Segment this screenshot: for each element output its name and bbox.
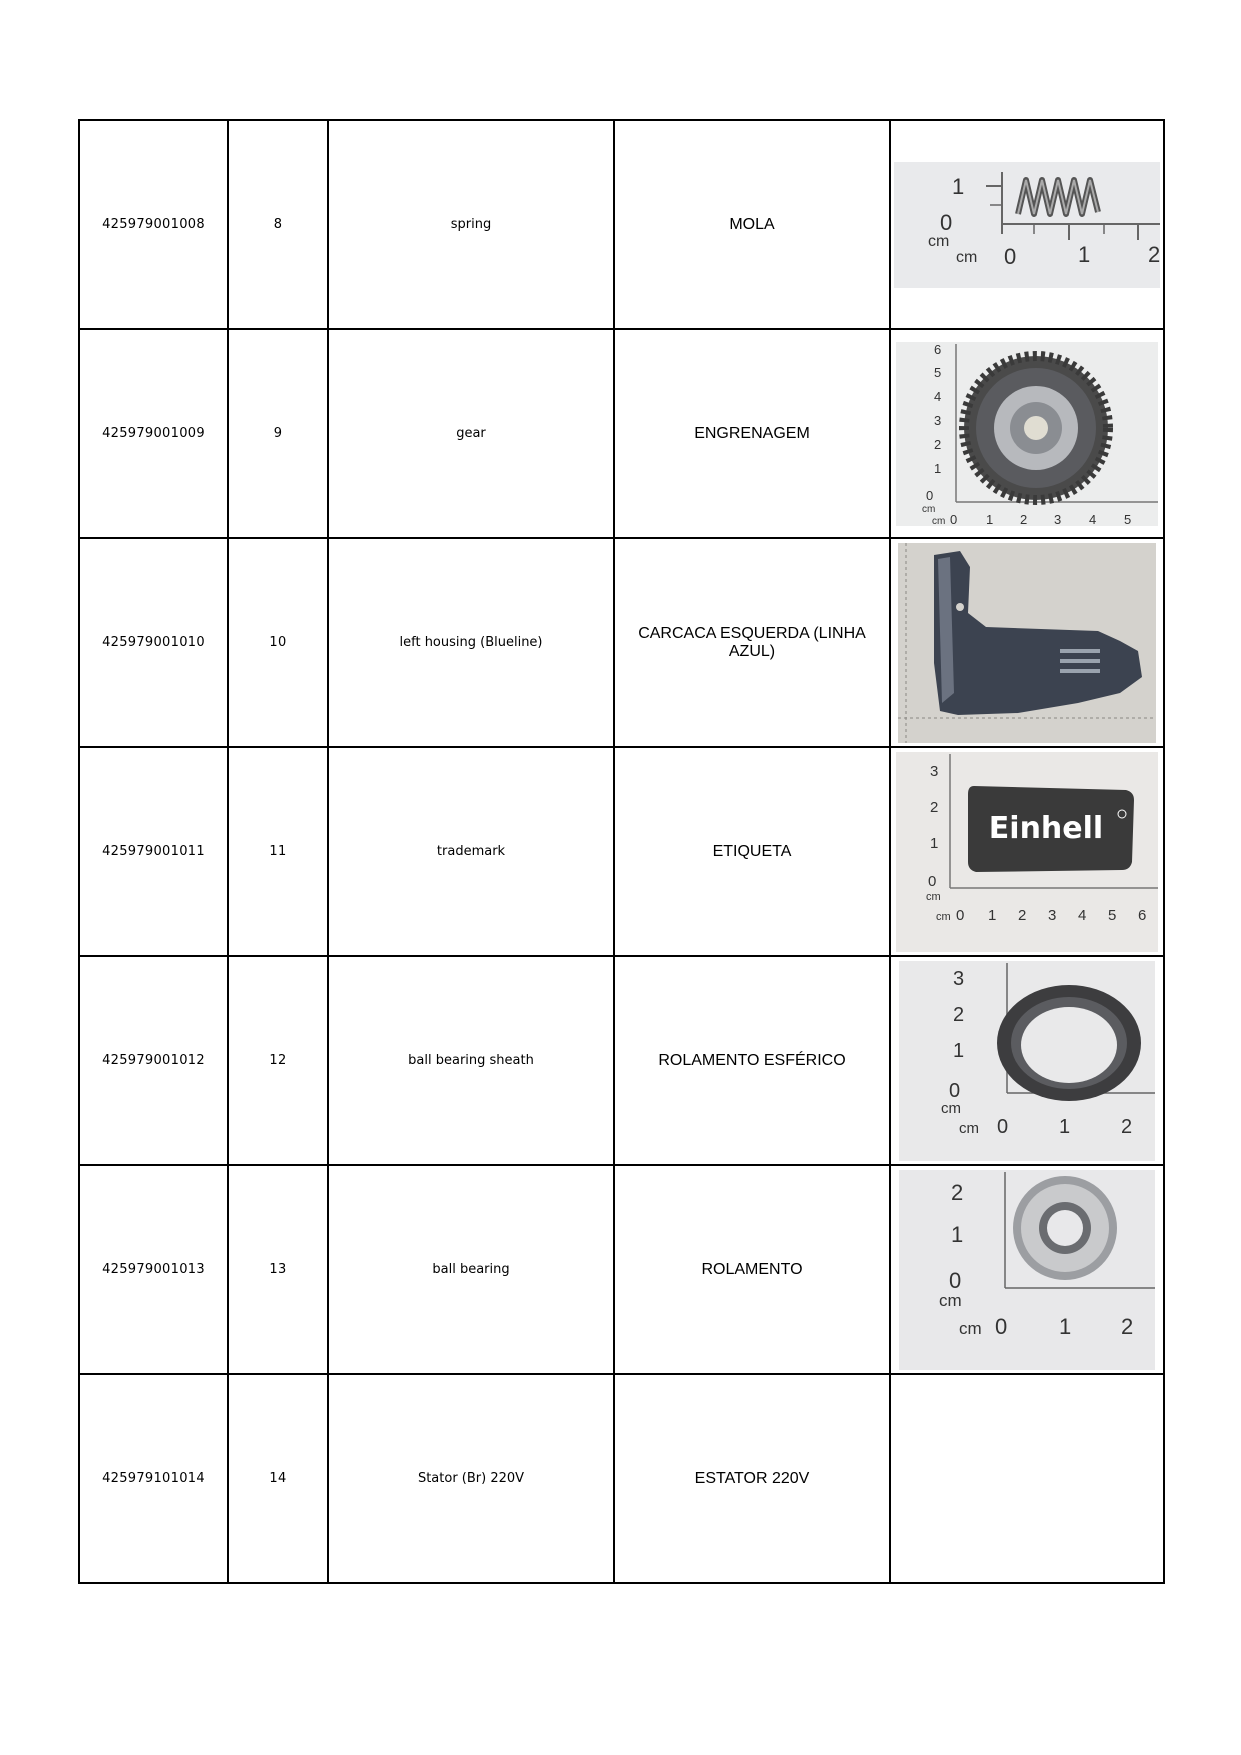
svg-text:0: 0 [928,872,937,890]
svg-text:4: 4 [934,388,942,404]
part-number: 425979001011 [79,747,228,956]
svg-text:1: 1 [930,834,939,852]
svg-text:5: 5 [1108,906,1117,924]
description-pt: ETIQUETA [614,747,890,956]
svg-text:0: 0 [950,511,958,526]
description-pt: ROLAMENTO ESFÉRICO [614,956,890,1165]
svg-text:6: 6 [934,341,942,357]
svg-text:1: 1 [952,173,965,199]
position-number: 8 [228,120,328,329]
svg-text:1: 1 [953,1039,965,1062]
description-en: Stator (Br) 220V [328,1374,614,1583]
svg-text:3: 3 [930,762,939,780]
part-number: 425979101014 [79,1374,228,1583]
svg-text:2: 2 [934,436,942,452]
table-row [79,1374,1164,1583]
ball-bearing-photo [899,1170,1155,1370]
position-number: 12 [228,956,328,1165]
svg-text:3: 3 [1048,906,1057,924]
svg-text:1: 1 [1059,1115,1071,1138]
svg-text:0: 0 [926,487,934,503]
part-number: 425979001013 [79,1165,228,1374]
description-en: spring [328,120,614,329]
description-en: gear [328,329,614,538]
position-number: 9 [228,329,328,538]
table-row [79,1165,1164,1374]
svg-text:5: 5 [1124,511,1132,526]
gear-photo [896,342,1158,526]
svg-text:4: 4 [1089,511,1097,526]
svg-text:cm: cm [959,1119,979,1137]
part-image-cell [890,956,1164,1165]
svg-text:0: 0 [949,1267,962,1293]
svg-text:2: 2 [953,1003,965,1026]
svg-text:0: 0 [1004,243,1017,269]
svg-text:1: 1 [951,1221,964,1247]
part-number: 425979001008 [79,120,228,329]
svg-text:0: 0 [956,906,965,924]
svg-text:2: 2 [951,1179,964,1205]
part-number: 425979001012 [79,956,228,1165]
part-image-cell [890,120,1164,329]
svg-text:1: 1 [986,511,994,526]
table-row [79,329,1164,538]
parts-table [78,119,1165,1584]
bearing-sheath-photo [899,961,1155,1161]
part-image-cell [890,329,1164,538]
housing-photo [898,543,1156,743]
description-pt: ROLAMENTO [614,1165,890,1374]
description-en: trademark [328,747,614,956]
table-row [79,538,1164,747]
svg-text:0: 0 [940,209,953,235]
svg-text:2: 2 [1121,1115,1133,1138]
svg-text:cm: cm [922,503,936,515]
part-number: 425979001009 [79,329,228,538]
position-number: 11 [228,747,328,956]
svg-text:cm: cm [928,232,950,250]
part-image-cell [890,1165,1164,1374]
svg-text:2: 2 [1018,906,1027,924]
position-number: 10 [228,538,328,747]
svg-text:1: 1 [988,906,997,924]
einhell-logo: Einhell [988,810,1104,846]
svg-text:cm: cm [939,1290,962,1310]
svg-text:cm: cm [932,515,946,526]
svg-text:4: 4 [1078,906,1087,924]
svg-text:cm: cm [926,890,941,903]
svg-text:2: 2 [1148,241,1160,267]
part-image-cell [890,747,1164,956]
svg-text:0: 0 [949,1079,961,1102]
part-image-cell [890,538,1164,747]
svg-text:2: 2 [1020,511,1028,526]
svg-text:cm: cm [956,248,978,266]
svg-text:3: 3 [934,412,942,428]
svg-text:cm: cm [936,910,951,923]
svg-text:5: 5 [934,364,942,380]
position-number: 14 [228,1374,328,1583]
description-pt: ENGRENAGEM [614,329,890,538]
description-en: ball bearing sheath [328,956,614,1165]
description-pt: CARCACA ESQUERDA (LINHA AZUL) [614,538,890,747]
description-en: ball bearing [328,1165,614,1374]
svg-text:1: 1 [934,460,942,476]
spring-photo [894,162,1160,288]
svg-text:2: 2 [930,798,939,816]
svg-text:2: 2 [1121,1313,1134,1339]
trademark-label-photo [896,752,1158,952]
svg-text:1: 1 [1078,241,1091,267]
svg-text:cm: cm [959,1318,982,1338]
svg-text:3: 3 [1054,511,1062,526]
description-pt: ESTATOR 220V [614,1374,890,1583]
description-en: left housing (Blueline) [328,538,614,747]
position-number: 13 [228,1165,328,1374]
svg-text:0: 0 [997,1115,1009,1138]
description-pt: MOLA [614,120,890,329]
table-row [79,120,1164,329]
part-number: 425979001010 [79,538,228,747]
svg-text:cm: cm [941,1099,961,1117]
part-image-cell-empty [890,1374,1164,1583]
svg-text:0: 0 [995,1313,1008,1339]
table-row [79,747,1164,956]
svg-text:6: 6 [1138,906,1147,924]
svg-text:3: 3 [953,967,965,990]
svg-text:1: 1 [1059,1313,1072,1339]
table-row [79,956,1164,1165]
